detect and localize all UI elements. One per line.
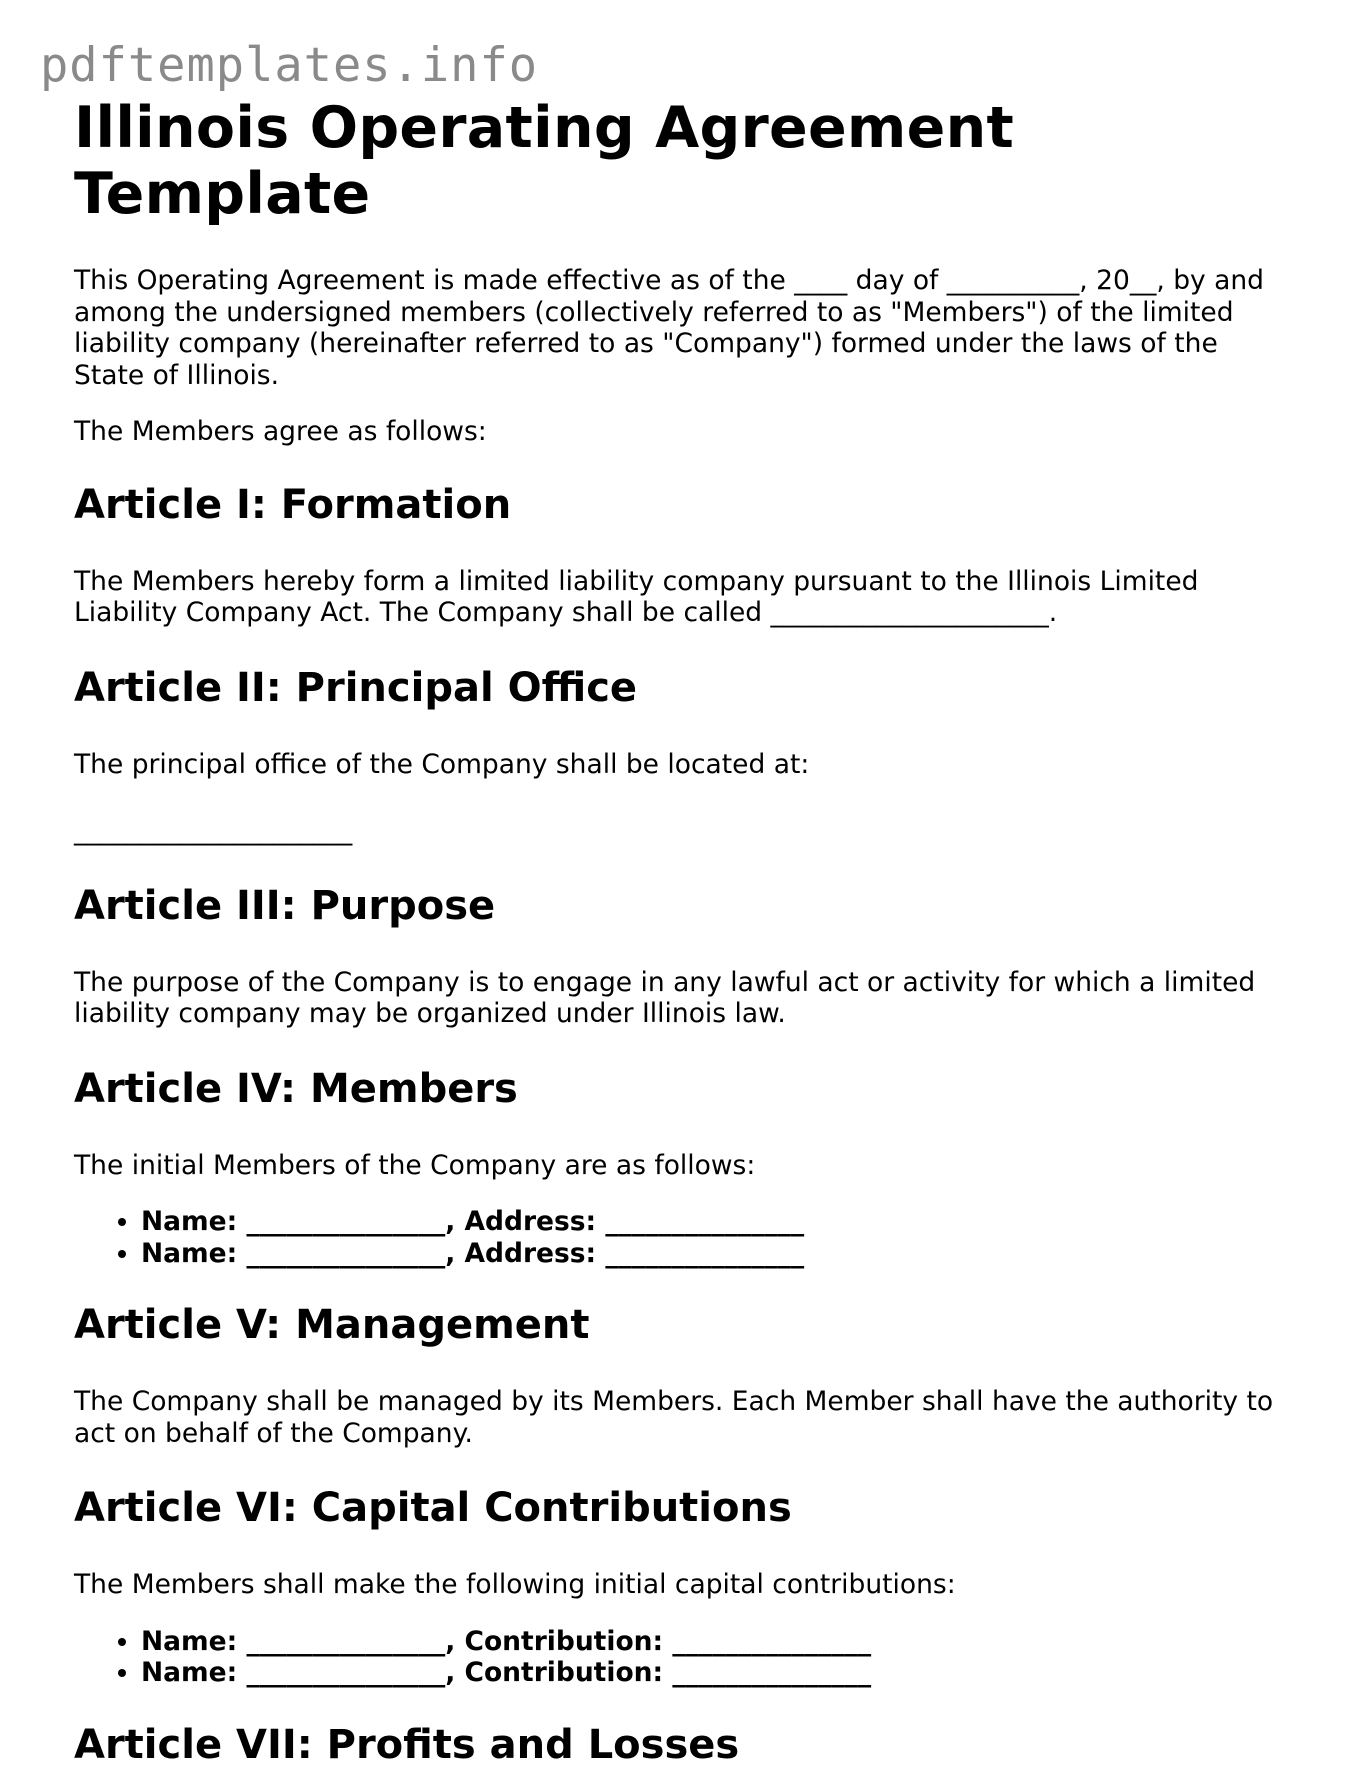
- article-1-text: The Members hereby form a limited liability company pursuant to the Illinois Limited Liability Company Act. The Company shall be called _____________________.: [74, 565, 1199, 629]
- document-title: Illinois Operating Agreement Template: [74, 95, 1014, 227]
- article-1-heading: Article I: Formation: [74, 481, 512, 528]
- list-item: • Name: _______________, Address: _______________: [141, 1206, 1294, 1238]
- principal-office-blank: _____________________: [74, 815, 353, 847]
- members-list: [74, 1206, 1294, 1269]
- article-2-text: The principal office of the Company shall be located at:: [74, 748, 810, 780]
- article-5-text: The Company shall be managed by its Members. Each Member shall have the authority to act on behalf of the Company.: [74, 1386, 1274, 1449]
- list-item: • Name: _______________, Contribution: _______________: [141, 1657, 1294, 1689]
- article-6-text: The Members shall make the following initial capital contributions:: [74, 1569, 956, 1601]
- article-7-heading: Article VII: Profits and Losses: [74, 1721, 740, 1768]
- article-3-text: The purpose of the Company is to engage in any lawful act or activity for which a limited liability company may be organized under Illinois law.: [74, 966, 1256, 1030]
- contributions-list: [74, 1626, 1294, 1689]
- document-page: [74, 96, 1294, 1769]
- article-2-heading: Article II: Principal Office: [74, 664, 638, 711]
- article-4-text: The initial Members of the Company are as follows:: [74, 1149, 756, 1181]
- list-item: • Name: _______________, Contribution: _______________: [141, 1626, 1294, 1658]
- list-item: • Name: _______________, Address: _______________: [141, 1238, 1294, 1270]
- agree-paragraph: The Members agree as follows:: [74, 416, 487, 448]
- article-6-heading: Article VI: Capital Contributions: [74, 1485, 792, 1532]
- article-4-heading: Article IV: Members: [74, 1065, 518, 1112]
- article-3-heading: Article III: Purpose: [74, 882, 496, 929]
- watermark: pdftemplates.info: [40, 38, 539, 93]
- intro-paragraph: This Operating Agreement is made effective as of the ____ day of __________, 20__, by and among the undersigned members (collectively referred to as "Members") of the limited liability company (hereinafter referred to as "Company") formed under the laws of the State of Illinois.: [74, 265, 1264, 391]
- article-5-heading: Article V: Management: [74, 1302, 590, 1349]
